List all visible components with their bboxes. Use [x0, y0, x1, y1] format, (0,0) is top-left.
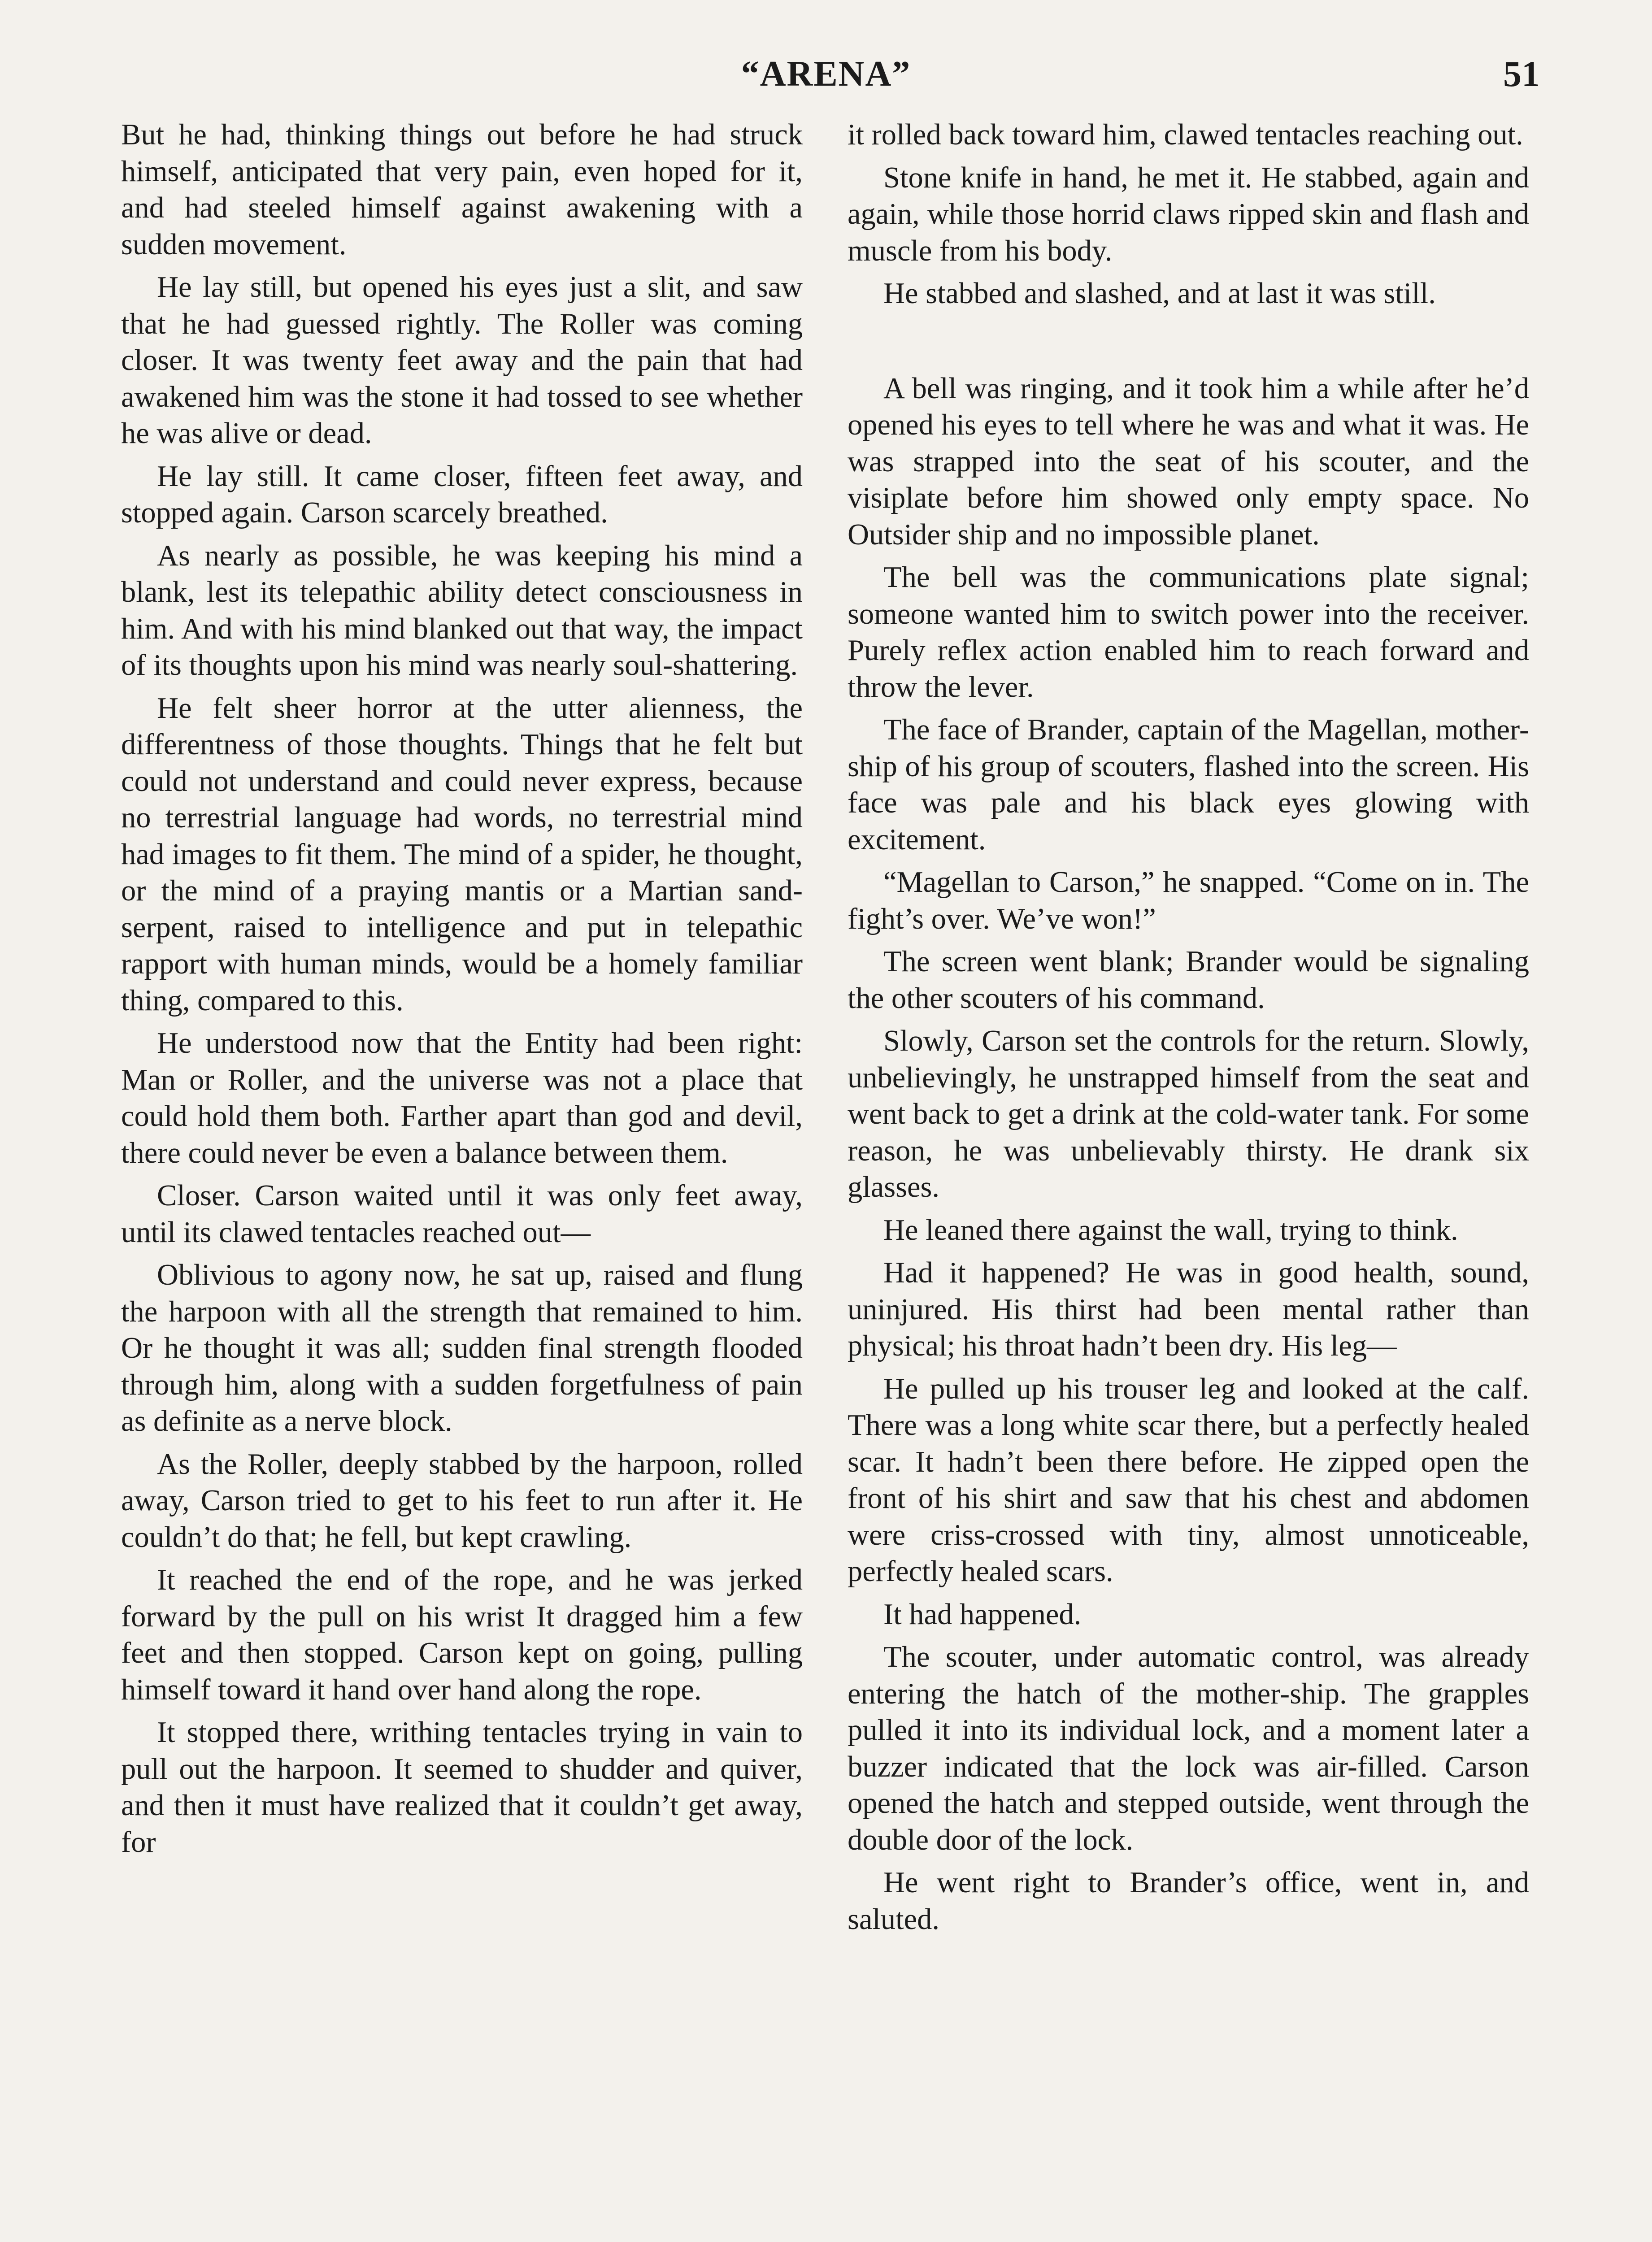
running-title: “ARENA” [741, 54, 911, 94]
paragraph: He went right to Brander’s office, went in, and saluted. [848, 1866, 1529, 1936]
paragraph: He lay still. It came closer, fifteen feet away, and stopped again. Carson scarcely breathed. [121, 460, 803, 529]
paragraph: He pulled up his trouser leg and looked at the calf. There was a long white scar there, but a perfectly healed scar. It hadn’t been there before. He zipped open the front of his shirt and saw that his chest and abdomen were criss-crossed with tiny, almost unnoticeable, perfectly healed scars. [848, 1372, 1529, 1588]
paragraph: Had it happened? He was in good health, sound, uninjured. His thirst had been mental rather than physical; his throat hadn’t been dry. His leg— [848, 1256, 1529, 1362]
left-column [121, 117, 803, 1867]
paragraph: He stabbed and slashed, and at last it was still. [883, 277, 1436, 310]
paragraph: It reached the end of the rope, and he was jerked forward by the pull on his wrist It dragged him a few feet and then stopped. Carson kept on going, pulling himself toward it hand over hand along the rope. [121, 1564, 803, 1706]
paragraph: “Magellan to Carson,” he snapped. “Come on in. The fight’s over. We’ve won!” [848, 866, 1529, 935]
paragraph: He felt sheer horror at the utter alienness, the differentness of those thoughts. Things that he felt but could not understand and could never express, because no terrestrial language had words, no terrestrial mind had images to fit them. The mind of a spider, he thought, or the mind of a praying mantis or a Martian sand-serpent, raised to intelligence and put in telepathic rapport with human minds, would be a homely familiar thing, compared to this. [121, 691, 803, 1017]
paragraph: It stopped there, writhing tentacles trying in vain to pull out the harpoon. It seemed to shudder and quiver, and then it must have realized that it couldn’t get away, for [121, 1716, 803, 1859]
paragraph: Closer. Carson waited until it was only feet away, until its clawed tentacles reached out— [121, 1179, 803, 1249]
right-column [848, 117, 1529, 1944]
paragraph: He leaned there against the wall, trying to think. [883, 1213, 1458, 1247]
paragraph: Slowly, Carson set the controls for the return. Slowly, unbelievingly, he unstrapped himself from the seat and went back to get a drink at the cold-water tank. For some reason, he was unbelievably thirsty. He drank six glasses. [848, 1025, 1529, 1204]
paragraph: He lay still, but opened his eyes just a slit, and saw that he had guessed rightly. The Roller was coming closer. It was twenty feet away and the pain that had awakened him was the stone it had tossed to see whether he was alive or dead. [121, 271, 803, 450]
paragraph: But he had, thinking things out before he had struck himself, anticipated that very pain, even hoped for it, and had steeled himself against awakening with a sudden movement. [121, 118, 803, 261]
paragraph: it rolled back toward him, clawed tentacles reaching out. [848, 118, 1523, 151]
page-number: 51 [1503, 53, 1540, 94]
paragraph: As nearly as possible, he was keeping his mind a blank, lest its telepathic ability detect consciousness in him. And with his mind blanked out that way, the impact of its thoughts upon his mind was nearly soul-shattering. [121, 539, 803, 682]
paragraph: It had happened. [883, 1598, 1082, 1631]
paragraph: The screen went blank; Brander would be signaling the other scouters of his command. [848, 945, 1529, 1015]
paragraph: As the Roller, deeply stabbed by the harpoon, rolled away, Carson tried to get to his feet to run after it. He couldn’t do that; he fell, but kept crawling. [121, 1447, 803, 1554]
paragraph: A bell was ringing, and it took him a while after he’d opened his eyes to tell where he was and what it was. He was strapped into the seat of his scouter, and the visiplate before him showed only empty space. No Outsider ship and no impossible planet. [848, 372, 1529, 551]
paragraph: The bell was the communications plate signal; someone wanted him to switch power into the receiver. Purely reflex action enabled him to reach forward and throw the lever. [848, 561, 1529, 704]
paragraph: Stone knife in hand, he met it. He stabbed, again and again, while those horrid claws ripped skin and flash and muscle from his body. [848, 161, 1529, 267]
paragraph: Oblivious to agony now, he sat up, raised and flung the harpoon with all the strength that remained to him. Or he thought it was all; sudden final strength flooded through him, along with a sudden forgetfulness of pain as definite as a nerve block. [121, 1259, 803, 1438]
paragraph: He understood now that the Entity had been right: Man or Roller, and the universe was not a place that could hold them both. Farther apart than god and devil, there could never be even a balance between them. [121, 1027, 803, 1169]
paragraph: The scouter, under automatic control, was already entering the hatch of the mother-ship. The grapples pulled it into its individual lock, and a moment later a buzzer indicated that the lock was air-filled. Carson opened the hatch and stepped outside, went through the double door of the lock. [848, 1641, 1529, 1856]
paragraph: The face of Brander, captain of the Magellan, mother-ship of his group of scouters, flashed into the screen. His face was pale and his black eyes glowing with excitement. [848, 713, 1529, 856]
